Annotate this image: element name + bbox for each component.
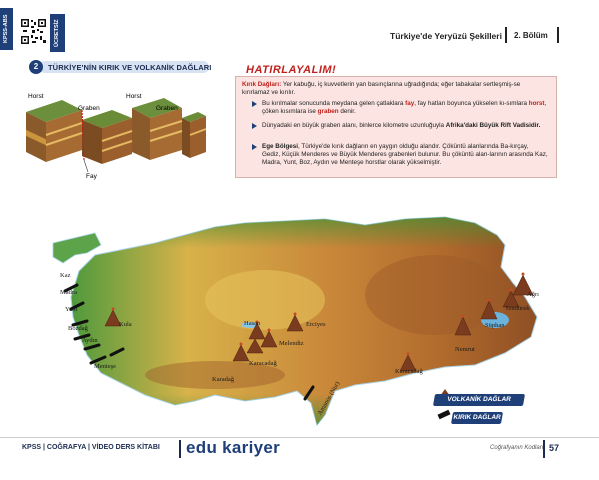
bullet-arrow-icon <box>252 101 257 107</box>
header-divider <box>557 27 559 43</box>
section-heading: TÜRKİYE'NİN KIRIK VE VOLKANİK DAĞLARI <box>48 63 212 72</box>
legend-fault: KIRIK DAĞLAR <box>451 412 503 424</box>
reminder-bullet-1: Bu kırılmalar sonucunda meydana gelen çatlaklara fay, fay hatları boyunca yükselen kı-sımlara horst, çöken kısımlara ise graben denir. <box>262 100 548 116</box>
term-graben: graben <box>317 108 339 116</box>
side-tab-watch-label: ÜCRETSİZ İZLE <box>54 19 75 47</box>
map-label-melendiz: Melendiz <box>279 340 304 347</box>
diagram-blocks <box>26 98 206 172</box>
map-label-karacadag-east: Karacadağ <box>395 368 423 375</box>
footer-rule <box>0 437 599 438</box>
reminder-intro-label: Kırık Dağları: <box>242 81 282 88</box>
bullet-arrow-icon <box>252 144 257 150</box>
brand-logo: edu kariyer <box>186 438 281 457</box>
map-label-madra: Madra <box>60 289 77 296</box>
horst-graben-diagram <box>22 90 208 180</box>
map-label-tendurek: Tendürek <box>505 305 530 312</box>
reminder-intro-text: Yer kabuğu, iç kuvvetlerin yan basınçlarına uğradığında; eğer tabakalar sertleşmiş-se kırırlamaz ve kırılır. <box>242 81 521 97</box>
diagram-label-fay: Fay <box>86 173 97 180</box>
map-label-agri: Ağrı <box>527 291 539 298</box>
footer-divider <box>543 440 545 458</box>
map-label-mentese: Menteşe <box>94 363 117 370</box>
section-number: 2 <box>29 60 43 74</box>
diagram-label-graben: Graben <box>156 105 178 112</box>
qr-code-icon[interactable] <box>20 18 47 45</box>
diagram-label-horst: Horst <box>28 93 44 100</box>
map-label-yunt: Yunt <box>65 306 78 313</box>
map-label-erciyes: Erciyes <box>306 321 326 328</box>
map-label-bozdag: Bozdağ <box>68 325 88 332</box>
map-label-kula: Kula <box>119 321 132 328</box>
reminder-bullet-2: Dünyadaki en büyük graben alanı, binlerce kilometre uzunluğuyla Afrika'daki Büyük Rift Vadisidir. <box>262 122 548 130</box>
reminder-intro <box>242 81 548 97</box>
map-label-aydin: Aydın <box>82 337 98 344</box>
map-label-suphan: Süphan <box>485 322 505 329</box>
diagram-label-graben: Graben <box>78 105 100 112</box>
section-label: 2. Bölüm <box>514 31 548 40</box>
reminder-bullet-3: Ege Bölgesi, Türkiye'de kırık dağların en yaygın olduğu alandır. Çöküntü alanlarında Ba-kırçay, Gediz, Küçük Menderes ve Büyük Menderes grabenleri bulunur. Bu çöküntü alan-larının arasında Kaz, Madra, Yunt, Boz, Aydın ve Menteşe horstlar olarak yükselmiştir. <box>262 143 548 168</box>
map-label-nemrut: Nemrut <box>455 346 475 353</box>
footer-book-title: KPSS | COĞRAFYA | VİDEO DERS KİTABI <box>22 444 160 451</box>
map-label-hasan: Hasan <box>244 320 261 327</box>
bullet-arrow-icon <box>252 123 257 129</box>
map-label-karacadag: Karacadağ <box>249 360 277 367</box>
map-label-kaz: Kaz <box>60 272 71 279</box>
term-horst: horst <box>528 100 545 107</box>
map-label-amanos: Amanos (Nur) <box>316 380 342 417</box>
header-divider <box>505 27 507 43</box>
side-tab-kpss <box>0 8 13 50</box>
term-fay: fay <box>405 100 415 107</box>
legend-volcanic: VOLKANİK DAĞLAR <box>433 394 525 406</box>
footer-slogan: Coğrafyanın Kodları <box>490 445 544 451</box>
side-tab-label: KPSS-ABS <box>3 14 9 44</box>
page-number: 57 <box>549 443 560 453</box>
map-label-karadag: Karadağ <box>212 376 235 383</box>
reminder-title: HATIRLAYALIM! <box>243 64 339 76</box>
footer-divider <box>179 440 181 458</box>
chapter-title: Türkiye'de Yeryüzü Şekilleri <box>390 31 502 41</box>
diagram-label-horst: Horst <box>126 93 142 100</box>
side-tab-watch[interactable] <box>50 14 75 52</box>
